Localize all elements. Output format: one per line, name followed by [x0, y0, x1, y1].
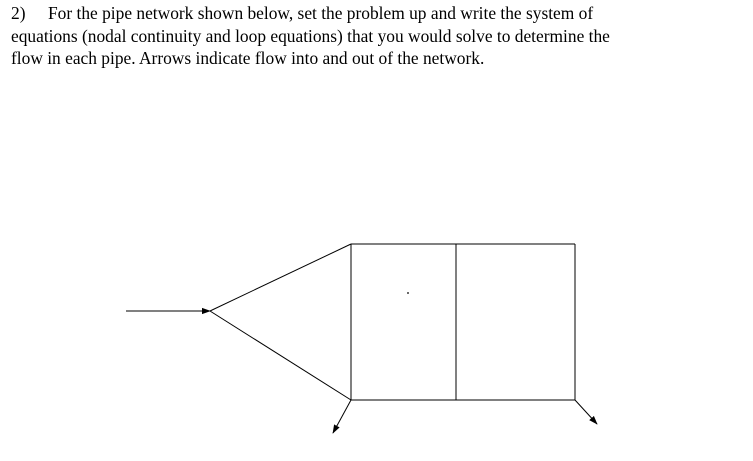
problem-line-2: equations (nodal continuity and loop equations) that you would solve to determine the: [11, 25, 610, 46]
problem-line-3: flow in each pipe. Arrows indicate flow into and out of the network.: [11, 48, 485, 68]
pipe-inlet-top: [210, 244, 351, 311]
outflow-arrow-right: [575, 400, 597, 424]
pipe-inlet-bottom: [210, 311, 351, 400]
stray-dot: [407, 292, 409, 294]
problem-text-1: For the pipe network shown below, set the problem up and write the system of: [48, 3, 594, 23]
problem-number: 2): [11, 3, 26, 23]
outflow-arrow-left: [333, 400, 351, 433]
